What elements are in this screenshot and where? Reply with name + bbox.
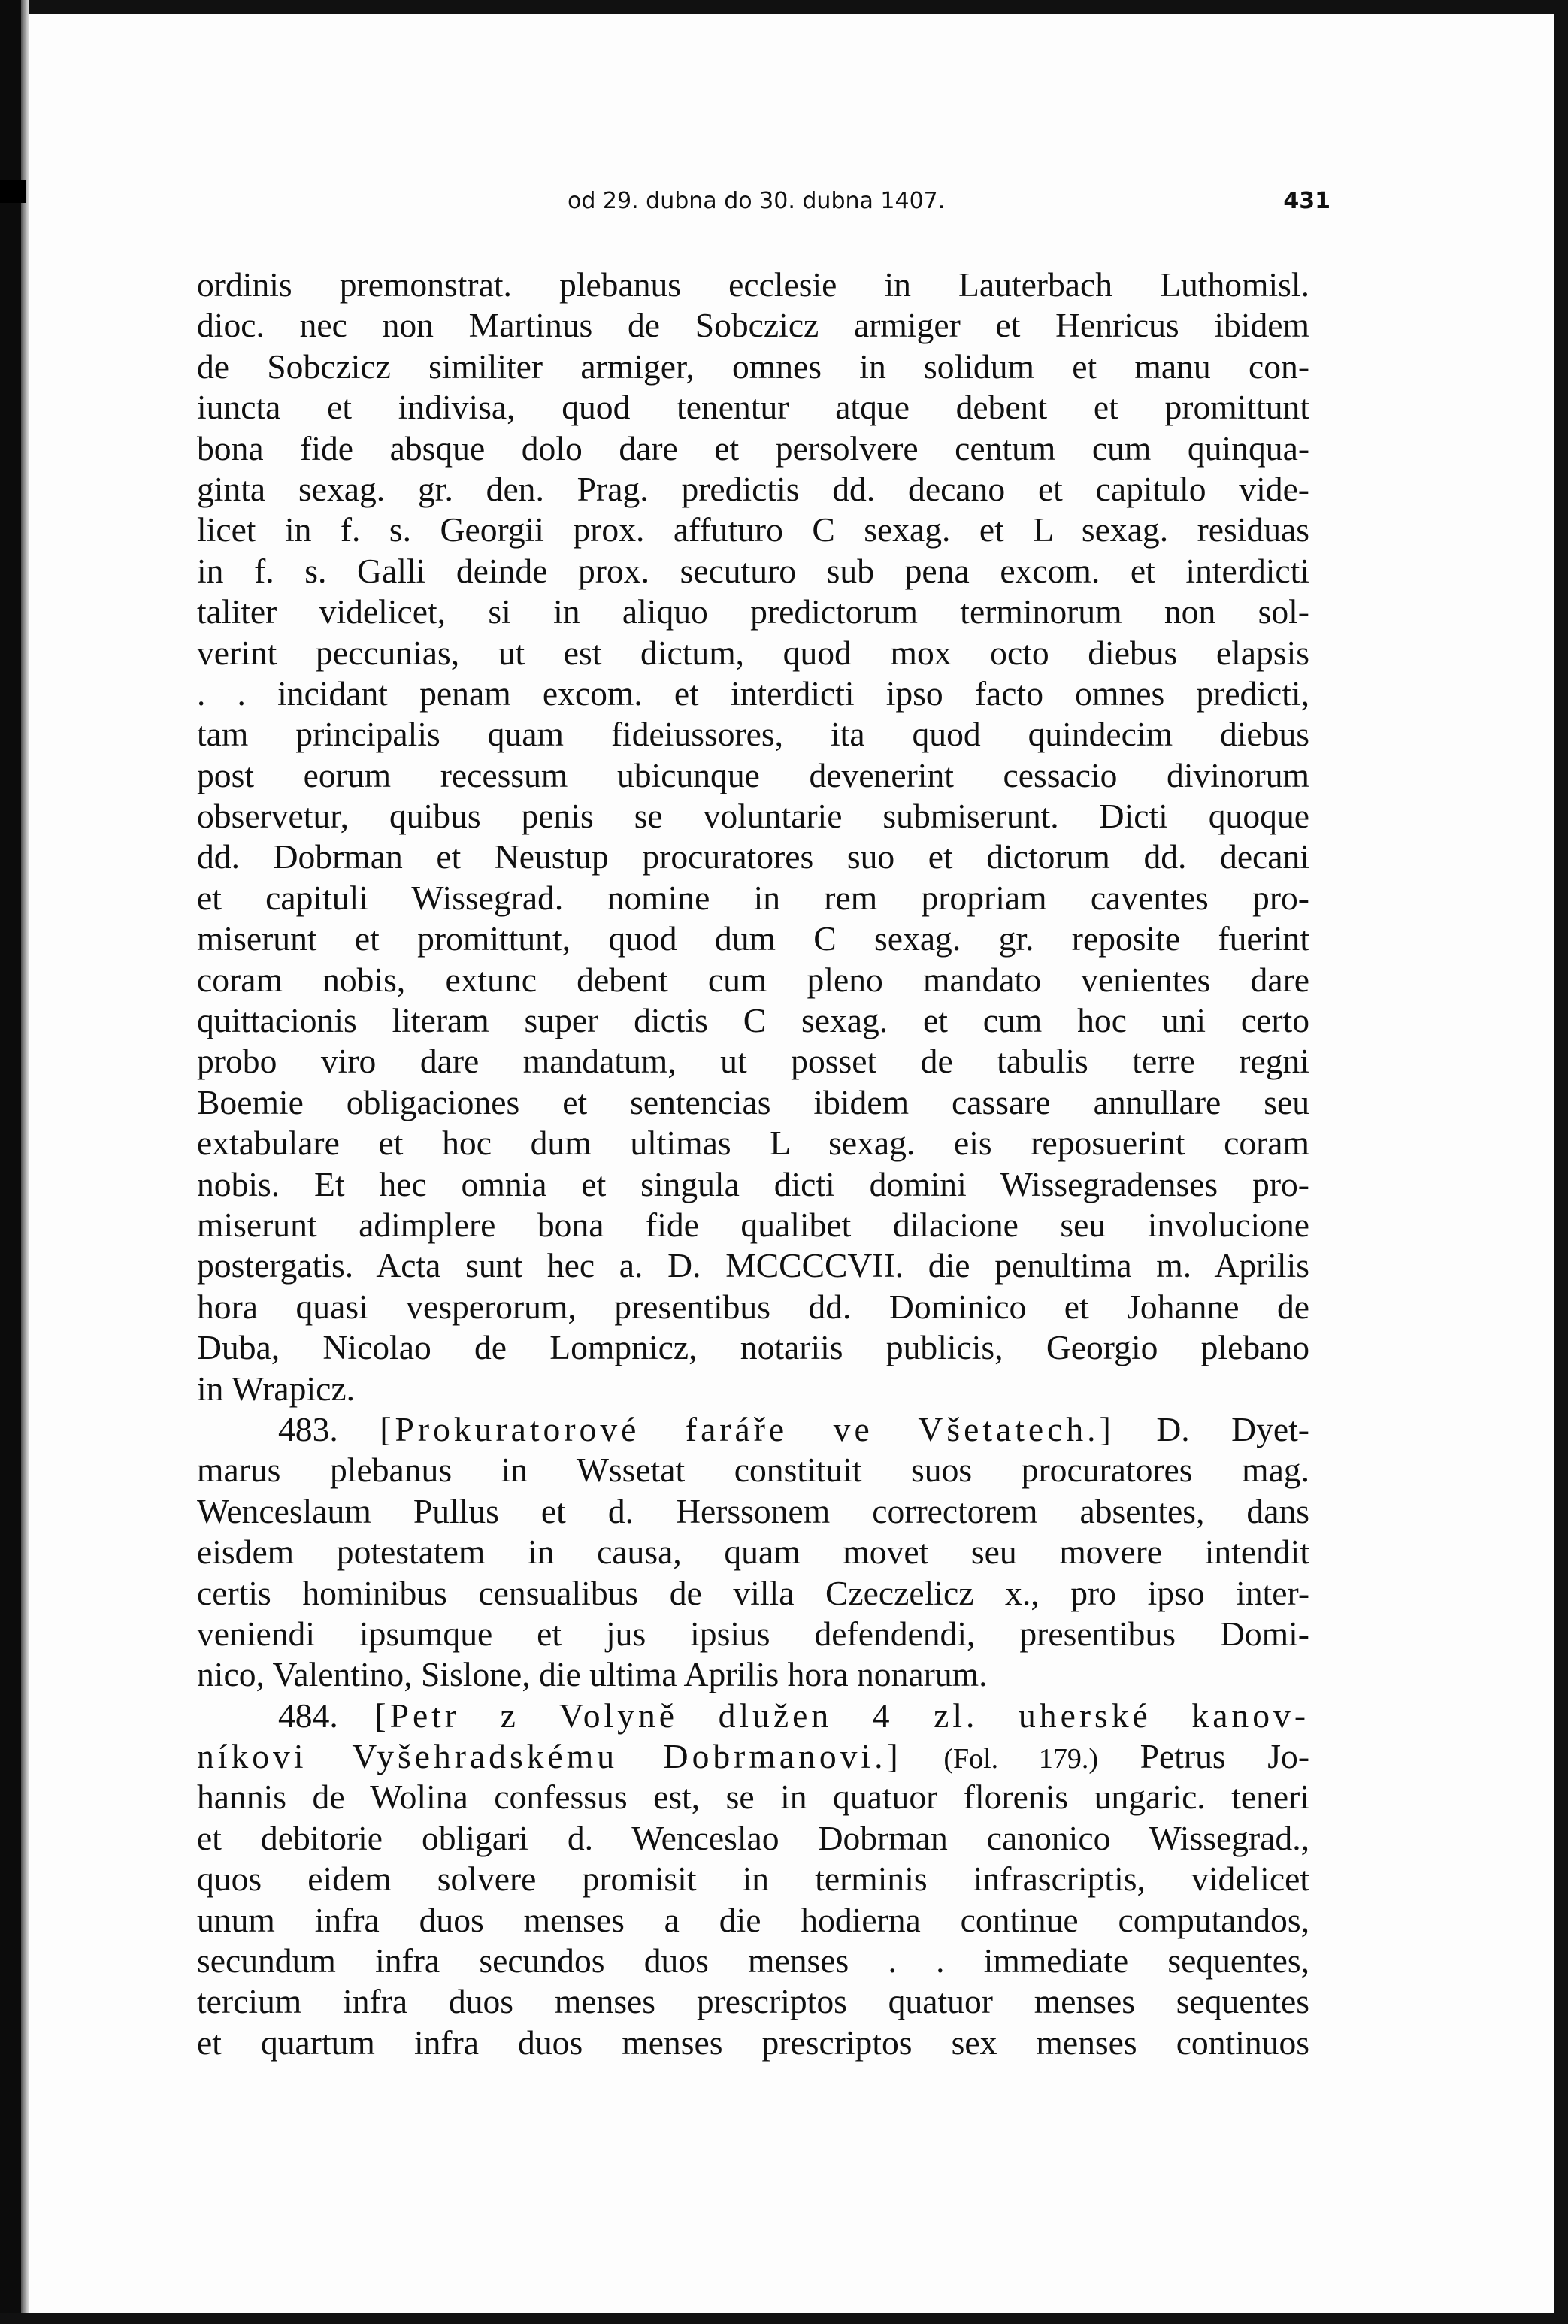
text-line: licet in f. s. Georgii prox. affuturo C sexag. et L sexag. residuas bbox=[197, 510, 1309, 549]
scan-border-top bbox=[0, 0, 1568, 14]
scan-border-left-shadow bbox=[21, 0, 29, 2324]
text-line: et quartum infra duos menses prescriptos sex menses continuos bbox=[197, 2023, 1309, 2062]
text-line: . . incidant penam excom. et interdicti ipso facto omnes predicti, bbox=[197, 673, 1309, 713]
text-line: coram nobis, extunc debent cum pleno mandato venientes dare bbox=[197, 960, 1309, 999]
text-line: dd. Dobrman et Neustup procuratores suo et dictorum dd. decani bbox=[197, 837, 1309, 876]
text-line: nobis. Et hec omnia et singula dicti domini Wissegradenses pro- bbox=[197, 1164, 1309, 1203]
page-number: 431 bbox=[1283, 188, 1330, 214]
text-line: taliter videlicet, si in aliquo predictorum terminorum non sol- bbox=[197, 592, 1309, 631]
text-line: secundum infra secundos duos menses . . immediate sequentes, bbox=[197, 1941, 1309, 1981]
text-line: extabulare et hoc dum ultimas L sexag. eis reposuerint coram bbox=[197, 1124, 1309, 1163]
text-line: marus plebanus in Wssetat constituit suos procuratores mag. bbox=[197, 1451, 1309, 1490]
text-line: in Wrapicz. bbox=[197, 1369, 356, 1408]
spine-notch bbox=[0, 180, 26, 203]
text-line: eisdem potestatem in causa, quam movet seu movere intendit bbox=[197, 1533, 1309, 1572]
text-line: Duba, Nicolao de Lompnicz, notariis publicis, Georgio plebano bbox=[197, 1328, 1309, 1367]
text-line: iuncta et indivisa, quod tenentur atque debent et promittunt bbox=[197, 388, 1309, 427]
text-line: et capituli Wissegrad. nomine in rem propriam caventes pro- bbox=[197, 878, 1309, 917]
text-line: post eorum recessum ubicunque devenerint cessacio divinorum bbox=[197, 755, 1309, 794]
text-line: observetur, quibus penis se voluntarie submiserunt. Dicti quoque bbox=[197, 797, 1309, 836]
running-head: od 29. dubna do 30. dubna 1407. bbox=[568, 188, 946, 214]
text-line: ginta sexag. gr. den. Prag. predictis dd. decano et capitulo vide- bbox=[197, 469, 1309, 508]
text-line: dioc. nec non Martinus de Sobczicz armiger et Henricus ibidem bbox=[197, 306, 1309, 345]
text-line: verint peccunias, ut est dictum, quod mox octo diebus elapsis bbox=[197, 633, 1309, 672]
text-line: postergatis. Acta sunt hec a. D. MCCCCVII. die penultima m. Aprilis bbox=[197, 1246, 1309, 1285]
text-line: hora quasi vesperorum, presentibus dd. Dominico et Johanne de bbox=[197, 1287, 1309, 1326]
text-line: miserunt et promittunt, quod dum C sexag. gr. reposite fuerint bbox=[197, 919, 1309, 958]
text-line: Wenceslaum Pullus et d. Herssonem correctorem absentes, dans bbox=[197, 1491, 1309, 1530]
text-line: bona fide absque dolo dare et persolvere centum cum quinqua- bbox=[197, 428, 1309, 468]
entry-heading-line bbox=[197, 1696, 1309, 1736]
text-line: probo viro dare mandatum, ut posset de tabulis terre regni bbox=[197, 1042, 1309, 1081]
text-line: in f. s. Galli deinde prox. secuturo sub pena excom. et interdicti bbox=[197, 551, 1309, 590]
entry-484 bbox=[197, 1696, 1309, 2064]
page-header bbox=[195, 188, 1330, 225]
body-text bbox=[197, 265, 1309, 2063]
text-line: veniendi ipsumque et jus ipsius defendendi, presentibus Domi- bbox=[197, 1614, 1309, 1653]
text-line: et debitorie obligari d. Wenceslao Dobrman canonico Wissegrad., bbox=[197, 1818, 1309, 1857]
text-fragment: D. Dyet- bbox=[1156, 1409, 1309, 1448]
entry-number: 483. bbox=[278, 1409, 338, 1448]
text-line: quittacionis literam super dictis C sexag. et cum hoc uni certo bbox=[197, 1001, 1309, 1040]
folio-reference: (Fol. 179.) bbox=[943, 1743, 1099, 1775]
text-line: tercium infra duos menses prescriptos quatuor menses sequentes bbox=[197, 1982, 1309, 2021]
text-line: miserunt adimplere bona fide qualibet dilacione seu involucione bbox=[197, 1205, 1309, 1244]
text-line: tam principalis quam fideiussores, ita quod quindecim diebus bbox=[197, 715, 1309, 754]
paragraph-continued bbox=[197, 265, 1309, 1409]
entry-heading-line bbox=[197, 1409, 1309, 1450]
entry-title: [Prokuratorové faráře ve Všetatech.] bbox=[380, 1409, 1115, 1448]
entry-number: 484. bbox=[278, 1696, 338, 1735]
entry-483 bbox=[197, 1409, 1309, 1696]
text-line: nico, Valentino, Sislone, die ultima Aprilis hora nonarum. bbox=[197, 1655, 988, 1694]
text-line: de Sobczicz similiter armiger, omnes in solidum et manu con- bbox=[197, 346, 1309, 386]
text-line: unum infra duos menses a die hodierna continue computandos, bbox=[197, 1900, 1309, 1939]
entry-title: [Petr z Volyně dlužen 4 zl. uherské kanov- bbox=[374, 1696, 1310, 1735]
text-line: Boemie obligaciones et sentencias ibidem cassare annullare seu bbox=[197, 1082, 1309, 1121]
entry-title-continued: níkovi Vyšehradskému Dobrmanovi.] bbox=[197, 1737, 902, 1776]
scan-border-left bbox=[0, 0, 21, 2324]
text-line: quos eidem solvere promisit in terminis infrascriptis, videlicet bbox=[197, 1860, 1309, 1899]
entry-heading-line bbox=[197, 1736, 1309, 1777]
text-line: hannis de Wolina confessus est, se in quatuor florenis ungaric. teneri bbox=[197, 1778, 1309, 1817]
scan-border-bottom bbox=[0, 2313, 1568, 2324]
text-fragment: Petrus Jo- bbox=[1140, 1737, 1309, 1776]
text-line: ordinis premonstrat. plebanus ecclesie in Lauterbach Luthomisl. bbox=[197, 265, 1309, 304]
text-line: certis hominibus censualibus de villa Czeczelicz x., pro ipso inter- bbox=[197, 1573, 1309, 1612]
scan-border-right bbox=[1554, 0, 1568, 2324]
